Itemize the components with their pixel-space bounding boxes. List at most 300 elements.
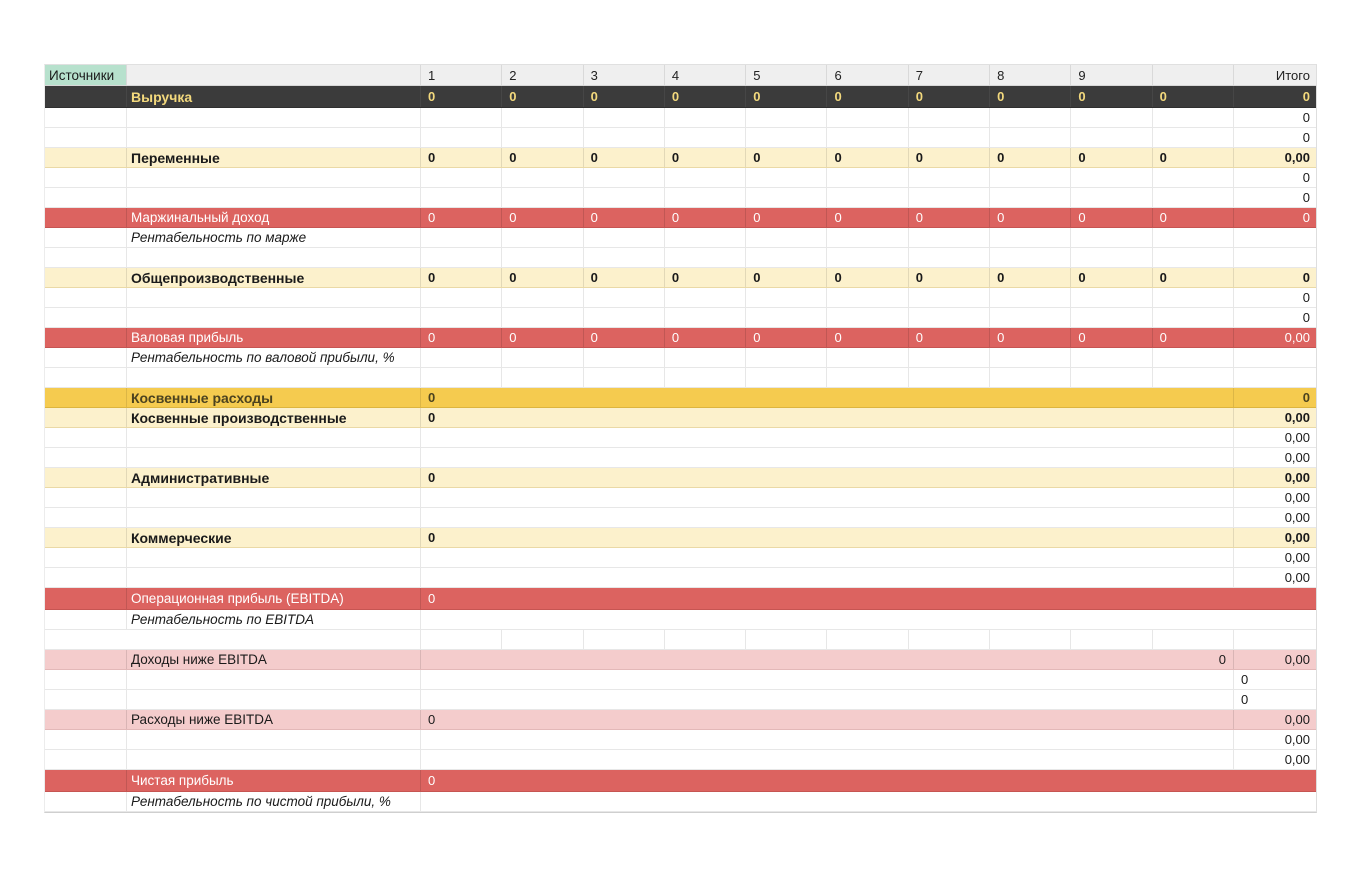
row-prefix-cell[interactable] xyxy=(45,750,127,769)
row-prefix-cell[interactable] xyxy=(45,690,127,709)
row-label[interactable]: Косвенные расходы xyxy=(127,388,421,407)
cell[interactable] xyxy=(1071,308,1152,327)
row-prefix-cell[interactable] xyxy=(45,448,127,467)
cell[interactable]: 0 xyxy=(584,148,665,167)
cell[interactable]: 0 xyxy=(827,86,908,107)
column-header-4[interactable]: 4 xyxy=(665,65,746,85)
cell[interactable] xyxy=(1071,368,1152,387)
cell[interactable] xyxy=(421,168,502,187)
cell[interactable]: 0 xyxy=(665,208,746,227)
cell[interactable] xyxy=(746,630,827,649)
cell[interactable]: 0 xyxy=(1071,148,1152,167)
cell[interactable] xyxy=(827,248,908,267)
cell[interactable] xyxy=(1071,108,1152,127)
cell[interactable]: 0 xyxy=(502,328,583,347)
row-label[interactable] xyxy=(127,108,421,127)
cell[interactable] xyxy=(584,128,665,147)
cell[interactable]: 0 xyxy=(1153,86,1234,107)
row-prefix-cell[interactable] xyxy=(45,308,127,327)
row-prefix-cell[interactable] xyxy=(45,248,127,267)
merged-cell[interactable] xyxy=(421,710,1234,729)
row-prefix-cell[interactable] xyxy=(45,388,127,407)
merged-cell[interactable] xyxy=(421,568,1234,587)
column-header-1[interactable]: 1 xyxy=(421,65,502,85)
column-header-2[interactable]: 2 xyxy=(502,65,583,85)
cell[interactable] xyxy=(421,348,502,367)
cell[interactable]: 0 xyxy=(1071,208,1152,227)
row-label[interactable] xyxy=(127,568,421,587)
cell[interactable] xyxy=(1071,630,1152,649)
cell[interactable] xyxy=(990,308,1071,327)
cell[interactable]: 0 xyxy=(584,268,665,287)
cell[interactable] xyxy=(665,128,746,147)
row-label[interactable]: Косвенные производственные xyxy=(127,408,421,427)
cell[interactable] xyxy=(1153,108,1234,127)
cell[interactable]: 0 xyxy=(990,148,1071,167)
cell[interactable] xyxy=(502,308,583,327)
merged-cell[interactable] xyxy=(421,730,1234,749)
cell[interactable] xyxy=(746,188,827,207)
cell[interactable] xyxy=(502,348,583,367)
cell[interactable] xyxy=(746,308,827,327)
row-label[interactable] xyxy=(127,670,421,689)
cell[interactable]: 0 xyxy=(421,148,502,167)
cell[interactable] xyxy=(421,128,502,147)
total-cell[interactable]: 0 xyxy=(1302,170,1310,185)
row-prefix-cell[interactable] xyxy=(45,710,127,729)
cell[interactable]: 0 xyxy=(746,148,827,167)
cell[interactable] xyxy=(746,368,827,387)
cell[interactable] xyxy=(421,108,502,127)
cell[interactable] xyxy=(665,188,746,207)
cell[interactable] xyxy=(1153,348,1234,367)
row-label[interactable]: Операционная прибыль (EBITDA) xyxy=(127,588,421,609)
cell[interactable]: 0 xyxy=(665,148,746,167)
row-label[interactable]: Рентабельность по валовой прибыли, % xyxy=(127,348,421,367)
total-cell[interactable]: 0 xyxy=(1302,270,1310,285)
row-prefix-cell[interactable] xyxy=(45,408,127,427)
row-label[interactable]: Расходы ниже EBITDA xyxy=(127,710,421,729)
row-prefix-cell[interactable] xyxy=(45,288,127,307)
cell[interactable] xyxy=(1071,128,1152,147)
cell[interactable] xyxy=(827,348,908,367)
cell[interactable] xyxy=(502,630,583,649)
cell[interactable] xyxy=(665,630,746,649)
cell[interactable]: 0 xyxy=(1153,268,1234,287)
sources-header-cell[interactable]: Источники xyxy=(45,65,127,85)
row-prefix-cell[interactable] xyxy=(45,268,127,287)
total-cell[interactable] xyxy=(1234,248,1316,267)
row-prefix-cell[interactable] xyxy=(45,108,127,127)
total-cell[interactable]: 0,00 xyxy=(1284,530,1310,545)
table-row xyxy=(45,670,1316,690)
column-header-6[interactable]: 6 xyxy=(827,65,908,85)
merged-cell[interactable] xyxy=(421,792,1316,811)
row-label[interactable]: Коммерческие xyxy=(127,528,421,547)
cell[interactable] xyxy=(1153,630,1234,649)
cell[interactable]: 0 xyxy=(827,268,908,287)
cell[interactable]: 0 xyxy=(584,86,665,107)
total-cell[interactable]: 0,00 xyxy=(1284,550,1310,565)
cell[interactable] xyxy=(1153,168,1234,187)
merged-cell[interactable] xyxy=(421,670,1234,689)
merged-cell[interactable] xyxy=(421,548,1234,567)
row-label[interactable]: Рентабельность по EBITDA xyxy=(127,610,421,629)
cell[interactable] xyxy=(1071,348,1152,367)
cell[interactable] xyxy=(746,248,827,267)
cell[interactable]: 0 xyxy=(1153,148,1234,167)
cell[interactable]: 0 xyxy=(909,86,990,107)
merged-cell[interactable] xyxy=(421,388,1234,407)
row-label[interactable] xyxy=(127,428,421,447)
cell[interactable] xyxy=(1071,168,1152,187)
cell[interactable]: 0 xyxy=(421,86,502,107)
cell[interactable] xyxy=(990,168,1071,187)
cell[interactable] xyxy=(827,228,908,247)
cell[interactable] xyxy=(665,348,746,367)
cell[interactable]: 0 xyxy=(421,328,502,347)
cell[interactable]: 0 xyxy=(584,208,665,227)
total-cell[interactable]: 0 xyxy=(1302,390,1310,405)
cell[interactable] xyxy=(665,168,746,187)
cell[interactable] xyxy=(502,188,583,207)
total-cell[interactable] xyxy=(1234,228,1316,247)
cell[interactable] xyxy=(827,288,908,307)
cell[interactable] xyxy=(421,248,502,267)
cell[interactable] xyxy=(502,108,583,127)
row-label[interactable]: Валовая прибыль xyxy=(127,328,421,347)
cell[interactable] xyxy=(584,308,665,327)
cell[interactable]: 0 xyxy=(584,328,665,347)
cell[interactable]: 0 xyxy=(909,268,990,287)
row-label[interactable] xyxy=(127,168,421,187)
row-prefix-cell[interactable] xyxy=(45,188,127,207)
cell[interactable] xyxy=(827,630,908,649)
row-prefix-cell[interactable] xyxy=(45,348,127,367)
cell[interactable] xyxy=(909,108,990,127)
row-revenue xyxy=(45,86,1316,108)
row-prefix-cell[interactable] xyxy=(45,368,127,387)
cell[interactable] xyxy=(990,630,1071,649)
cell[interactable]: 0 xyxy=(746,328,827,347)
merged-cell[interactable]: 0 xyxy=(428,773,436,788)
row-label[interactable] xyxy=(127,548,421,567)
cell[interactable] xyxy=(990,128,1071,147)
column-header-8[interactable]: 8 xyxy=(990,65,1071,85)
row-prefix-cell[interactable] xyxy=(45,468,127,487)
total-cell[interactable]: 0,00 xyxy=(1284,490,1310,505)
cell[interactable] xyxy=(584,348,665,367)
total-cell[interactable]: 0 xyxy=(1302,130,1310,145)
column-header-5[interactable]: 5 xyxy=(746,65,827,85)
row-label[interactable]: Общепроизводственные xyxy=(127,268,421,287)
merged-cell[interactable] xyxy=(421,610,1316,629)
cell[interactable] xyxy=(1071,228,1152,247)
total-cell[interactable]: 0,00 xyxy=(1284,732,1310,747)
row-prefix-cell[interactable] xyxy=(45,428,127,447)
cell[interactable] xyxy=(746,168,827,187)
row-prefix-cell[interactable] xyxy=(45,548,127,567)
row-label[interactable] xyxy=(127,368,421,387)
total-column-header[interactable]: Итого xyxy=(1275,67,1310,83)
total-cell[interactable]: 0,00 xyxy=(1284,652,1310,667)
cell[interactable] xyxy=(746,108,827,127)
cell[interactable]: 0 xyxy=(909,208,990,227)
cell[interactable] xyxy=(909,168,990,187)
row-label[interactable] xyxy=(45,630,421,649)
total-cell[interactable] xyxy=(1234,368,1316,387)
row-label[interactable] xyxy=(127,308,421,327)
cell[interactable] xyxy=(421,630,502,649)
total-cell[interactable]: 0 xyxy=(1302,310,1310,325)
cell[interactable] xyxy=(1071,188,1152,207)
cell[interactable] xyxy=(990,248,1071,267)
cell[interactable] xyxy=(584,188,665,207)
cell[interactable] xyxy=(746,228,827,247)
merged-cell[interactable] xyxy=(421,468,1234,487)
cell[interactable] xyxy=(827,108,908,127)
cell[interactable] xyxy=(827,188,908,207)
cell[interactable] xyxy=(990,368,1071,387)
cell[interactable] xyxy=(584,228,665,247)
merged-cell[interactable] xyxy=(421,508,1234,527)
cell[interactable] xyxy=(909,348,990,367)
total-cell[interactable]: 0,00 xyxy=(1284,410,1310,425)
cell[interactable] xyxy=(1153,128,1234,147)
cell[interactable] xyxy=(1153,368,1234,387)
row-label[interactable]: Доходы ниже EBITDA xyxy=(127,650,421,669)
cell[interactable]: 0 xyxy=(665,268,746,287)
cell[interactable] xyxy=(909,630,990,649)
merged-cell[interactable] xyxy=(421,650,1234,669)
row-prefix-cell[interactable] xyxy=(45,730,127,749)
cell[interactable] xyxy=(421,288,502,307)
cell[interactable]: 0 xyxy=(990,86,1071,107)
merged-cell-left-value: 0 xyxy=(428,530,436,545)
row-label[interactable]: Выручка xyxy=(127,86,421,107)
cell[interactable]: 0 xyxy=(421,208,502,227)
row-prefix-cell[interactable] xyxy=(45,508,127,527)
merged-cell[interactable] xyxy=(421,488,1234,507)
cell[interactable]: 0 xyxy=(1071,268,1152,287)
cell[interactable] xyxy=(1153,308,1234,327)
cell[interactable]: 0 xyxy=(1153,328,1234,347)
cell[interactable] xyxy=(909,128,990,147)
row-prefix-cell[interactable] xyxy=(45,128,127,147)
row-prefix-cell[interactable] xyxy=(45,610,127,629)
total-cell[interactable]: 0 xyxy=(1241,692,1249,707)
total-cell[interactable]: 0 xyxy=(1241,672,1249,687)
cell[interactable]: 0 xyxy=(1071,328,1152,347)
row-label[interactable] xyxy=(127,508,421,527)
cell[interactable] xyxy=(990,348,1071,367)
cell[interactable] xyxy=(909,308,990,327)
row-prefix-cell[interactable] xyxy=(45,650,127,669)
cell[interactable] xyxy=(827,128,908,147)
cell[interactable] xyxy=(421,228,502,247)
merged-cell[interactable] xyxy=(421,428,1234,447)
cell[interactable]: 0 xyxy=(1153,208,1234,227)
column-header-9[interactable]: 9 xyxy=(1071,65,1152,85)
total-cell[interactable]: 0 xyxy=(1302,210,1310,225)
column-header-10[interactable] xyxy=(1153,65,1234,85)
cell[interactable] xyxy=(584,630,665,649)
total-cell[interactable]: 0 xyxy=(1302,190,1310,205)
cell[interactable]: 0 xyxy=(502,148,583,167)
row-label[interactable]: Переменные xyxy=(127,148,421,167)
cell[interactable]: 0 xyxy=(502,268,583,287)
row-label[interactable] xyxy=(127,690,421,709)
column-header-7[interactable]: 7 xyxy=(909,65,990,85)
row-label[interactable] xyxy=(127,188,421,207)
cell[interactable] xyxy=(502,228,583,247)
cell[interactable]: 0 xyxy=(827,208,908,227)
total-cell[interactable]: 0,00 xyxy=(1284,150,1310,165)
merged-cell[interactable]: 0 xyxy=(428,591,436,606)
row-prefix-cell[interactable] xyxy=(45,228,127,247)
row-prefix-cell[interactable] xyxy=(45,148,127,167)
cell[interactable]: 0 xyxy=(909,148,990,167)
cell[interactable]: 0 xyxy=(421,268,502,287)
cell[interactable] xyxy=(502,248,583,267)
header-spacer-cell[interactable] xyxy=(127,65,421,85)
cell[interactable] xyxy=(665,288,746,307)
row-prefix-cell[interactable] xyxy=(45,86,127,107)
cell[interactable]: 0 xyxy=(990,328,1071,347)
total-cell[interactable]: 0 xyxy=(1302,89,1310,104)
cell[interactable] xyxy=(990,228,1071,247)
row-label[interactable]: Административные xyxy=(127,468,421,487)
row-label[interactable]: Маржинальный доход xyxy=(127,208,421,227)
row-prefix-cell[interactable] xyxy=(45,488,127,507)
total-cell[interactable]: 0,00 xyxy=(1284,712,1310,727)
total-cell[interactable]: 0,00 xyxy=(1284,570,1310,585)
row-prefix-cell[interactable] xyxy=(45,568,127,587)
cell[interactable] xyxy=(665,228,746,247)
cell[interactable] xyxy=(584,108,665,127)
cell[interactable]: 0 xyxy=(827,328,908,347)
row-label[interactable] xyxy=(127,448,421,467)
cell[interactable] xyxy=(502,368,583,387)
cell[interactable]: 0 xyxy=(502,86,583,107)
cell[interactable]: 0 xyxy=(502,208,583,227)
cell[interactable] xyxy=(1153,228,1234,247)
cell[interactable]: 0 xyxy=(746,86,827,107)
merged-cell[interactable] xyxy=(421,448,1234,467)
row-label[interactable] xyxy=(127,288,421,307)
cell[interactable] xyxy=(909,188,990,207)
cell[interactable] xyxy=(1071,288,1152,307)
row-prefix-cell[interactable] xyxy=(45,670,127,689)
total-cell[interactable]: 0 xyxy=(1302,290,1310,305)
cell[interactable] xyxy=(665,108,746,127)
row-label[interactable]: Рентабельность по чистой прибыли, % xyxy=(127,792,421,811)
cell[interactable] xyxy=(584,248,665,267)
cell[interactable] xyxy=(990,288,1071,307)
total-cell[interactable]: 0,00 xyxy=(1284,470,1310,485)
cell[interactable] xyxy=(665,248,746,267)
cell[interactable] xyxy=(502,128,583,147)
cell[interactable]: 0 xyxy=(746,268,827,287)
total-cell[interactable]: 0,00 xyxy=(1284,430,1310,445)
row-prefix-cell[interactable] xyxy=(45,168,127,187)
column-header-3[interactable]: 3 xyxy=(584,65,665,85)
total-cell[interactable] xyxy=(1234,348,1316,367)
cell[interactable] xyxy=(909,368,990,387)
cell[interactable] xyxy=(584,288,665,307)
cell[interactable] xyxy=(827,168,908,187)
row-prefix-cell[interactable] xyxy=(45,792,127,811)
total-cell[interactable]: 0,00 xyxy=(1284,450,1310,465)
total-cell[interactable] xyxy=(1234,630,1316,649)
total-cell[interactable]: 0,00 xyxy=(1284,752,1310,767)
merged-cell[interactable] xyxy=(421,690,1234,709)
cell[interactable] xyxy=(746,288,827,307)
cell[interactable]: 0 xyxy=(909,328,990,347)
row-prefix-cell[interactable] xyxy=(45,328,127,347)
cell[interactable]: 0 xyxy=(1071,86,1152,107)
cell[interactable]: 0 xyxy=(990,268,1071,287)
merged-cell[interactable] xyxy=(421,750,1234,769)
row-indirect-costs xyxy=(45,388,1316,408)
row-prefix-cell[interactable] xyxy=(45,208,127,227)
cell[interactable] xyxy=(990,188,1071,207)
cell[interactable] xyxy=(421,368,502,387)
total-cell[interactable]: 0,00 xyxy=(1284,510,1310,525)
merged-cell[interactable] xyxy=(421,408,1234,427)
cell[interactable] xyxy=(421,188,502,207)
cell[interactable] xyxy=(1153,288,1234,307)
row-label[interactable] xyxy=(127,248,421,267)
row-label[interactable] xyxy=(127,730,421,749)
row-prefix-cell[interactable] xyxy=(45,528,127,547)
cell[interactable]: 0 xyxy=(990,208,1071,227)
row-label[interactable] xyxy=(127,488,421,507)
row-prefix-cell[interactable] xyxy=(45,588,127,609)
cell[interactable] xyxy=(1071,248,1152,267)
row-label[interactable] xyxy=(127,128,421,147)
cell[interactable] xyxy=(909,288,990,307)
cell[interactable] xyxy=(665,368,746,387)
cell[interactable] xyxy=(909,248,990,267)
row-prefix-cell[interactable] xyxy=(45,770,127,791)
total-cell[interactable]: 0 xyxy=(1302,110,1310,125)
cell[interactable] xyxy=(746,348,827,367)
total-cell[interactable]: 0,00 xyxy=(1284,330,1310,345)
cell[interactable] xyxy=(909,228,990,247)
merged-cell[interactable] xyxy=(421,528,1234,547)
cell[interactable] xyxy=(990,108,1071,127)
cell[interactable]: 0 xyxy=(665,86,746,107)
cell[interactable] xyxy=(746,128,827,147)
cell[interactable] xyxy=(584,168,665,187)
cell[interactable] xyxy=(584,368,665,387)
cell[interactable] xyxy=(827,368,908,387)
cell[interactable] xyxy=(665,308,746,327)
cell[interactable] xyxy=(827,308,908,327)
cell[interactable] xyxy=(1153,248,1234,267)
cell[interactable] xyxy=(421,308,502,327)
row-label[interactable] xyxy=(127,750,421,769)
cell[interactable]: 0 xyxy=(827,148,908,167)
cell[interactable] xyxy=(502,288,583,307)
cell[interactable] xyxy=(1153,188,1234,207)
cell[interactable] xyxy=(502,168,583,187)
row-label[interactable]: Чистая прибыль xyxy=(127,770,421,791)
row-label[interactable]: Рентабельность по марже xyxy=(127,228,421,247)
cell[interactable]: 0 xyxy=(746,208,827,227)
cell[interactable]: 0 xyxy=(665,328,746,347)
